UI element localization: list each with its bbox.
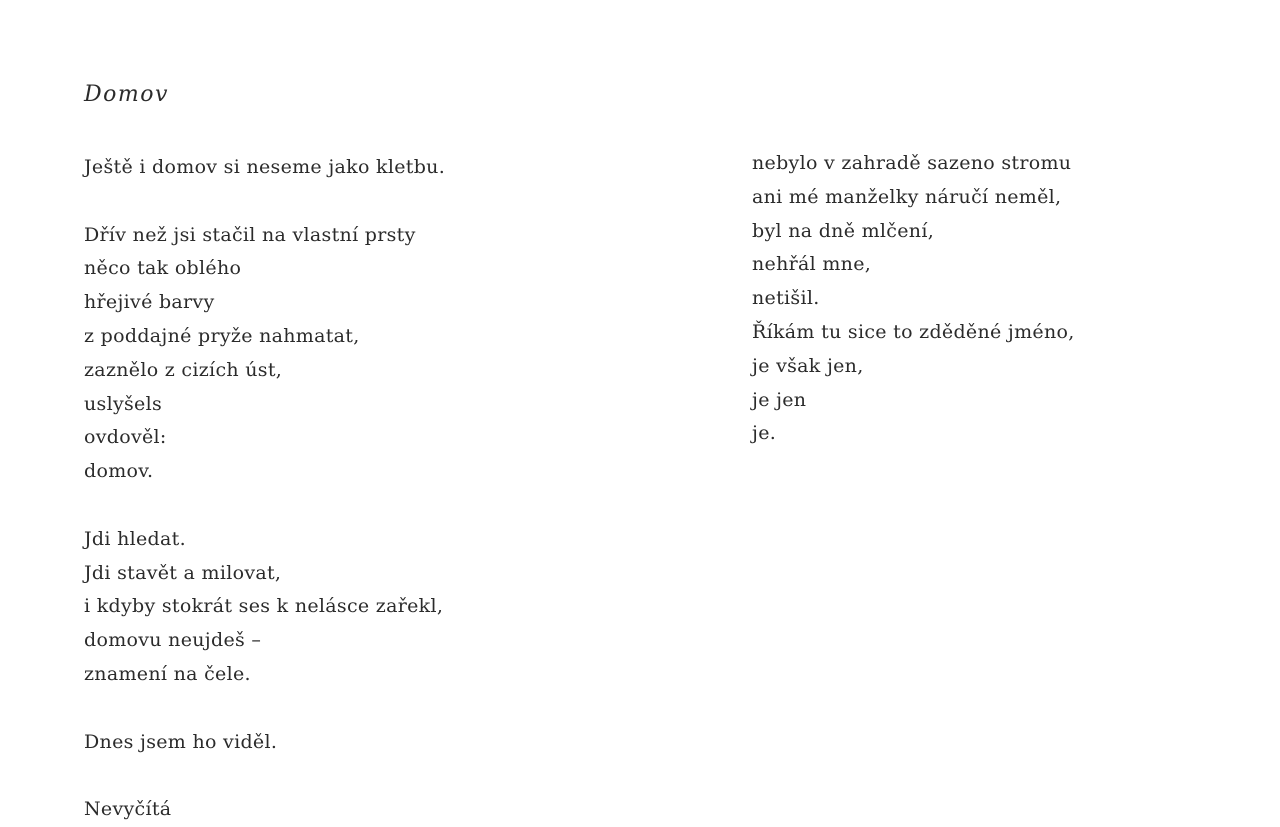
poem-line: domov. — [84, 460, 154, 483]
poem-line: uslyšels — [84, 392, 163, 415]
poem-line: z poddajné pryže nahmatat, — [84, 324, 360, 347]
poem-line: nebylo v zahradě sazeno stromu — [752, 152, 1072, 174]
poem-line: je jen — [752, 388, 807, 411]
stanza-break — [84, 759, 644, 793]
stanza-break — [84, 692, 644, 726]
poem-line: netišil. — [752, 287, 820, 310]
poem-line: ani mé manželky náručí neměl, — [752, 185, 1062, 208]
poem-line: nehřál mne, — [752, 253, 872, 276]
poem-right-column — [752, 147, 1232, 451]
poem-left-column — [84, 151, 644, 827]
stanza-break — [84, 489, 644, 523]
poem-line: Jdi hledat. — [84, 527, 186, 550]
poem-line: Ještě i domov si neseme jako kletbu. — [84, 156, 446, 178]
poem-line: Dřív než jsi stačil na vlastní prsty — [84, 223, 416, 246]
poem-line: Říkám tu sice to zděděné jméno, — [752, 320, 1075, 343]
poem-line: ovdověl: — [84, 426, 167, 449]
poem-line: Jdi stavět a milovat, — [84, 561, 282, 584]
poem-line: je však jen, — [752, 354, 864, 377]
poem-line: hřejivé barvy — [84, 291, 215, 314]
poem-line: něco tak oblého — [84, 257, 242, 280]
poem-line: domovu neujdeš – — [84, 629, 262, 652]
poem-line: je. — [752, 422, 777, 445]
poem-line: znamení na čele. — [84, 662, 251, 685]
stanza-break — [84, 185, 644, 219]
poem-line: Dnes jsem ho viděl. — [84, 730, 278, 753]
poem-line: i kdyby stokrát ses k nelásce zařekl, — [84, 595, 444, 618]
poem-title: Domov — [84, 82, 169, 107]
poem-line: byl na dně mlčení, — [752, 219, 935, 242]
poem-line: zaznělo z cizích úst, — [84, 358, 283, 381]
poem-line: Nevyčítá — [84, 798, 172, 821]
